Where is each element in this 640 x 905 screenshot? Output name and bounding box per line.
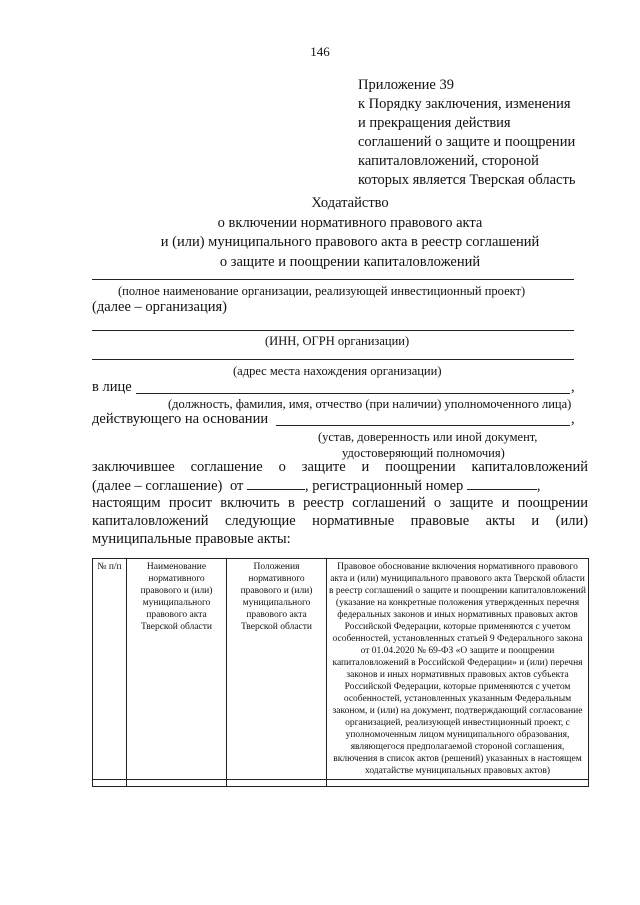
appendix-line: которых является Тверская область [358,172,576,188]
basis-suffix: , [571,411,575,427]
title-line: о включении нормативного правового акта [217,214,483,231]
appendix-line: Приложение 39 [358,77,454,93]
inn-caption: (ИНН, ОГРН организации) [265,334,410,348]
address-caption: (адрес места нахождения организации) [233,364,442,378]
table-header-row [93,559,589,780]
body-line-2: (далее – соглашение) от , регистрационный номер , [92,478,541,494]
title-line: Ходатайство [311,195,389,211]
org-name-caption: (полное наименование организации, реализующей инвестиционный проект) [118,284,526,298]
org-alias-text: (далее – организация) [92,299,227,315]
basis-caption: (устав, доверенность или иной документ, [318,430,538,444]
col-header-legal-basis: Правовое обоснование включения нормативного правового акта и (или) муниципального правового акта Тверской области в реестр соглашений о защите и поощрении капиталовложений (указание на конкретные положения утвержденных перечня федеральных законов и иных нормативных правовых актов Российской Федерации, которые применяются с учетом особенностей, установленных статьей 9 Федерального закона от 01.04.2020 № 69-ФЗ «О защите и поощрении капиталовложений в Российской Федерации» и (или) перечня законов и иных нормативных правовых актов субъекта Российской Федерации, которые применяются с учетом особенностей, установленных указанным Федеральным законом, и (или) на документ, подтверждающий согласование организацией, реализующей инвестиционный проект, с уполномоченным лицом муниципального образования, являющегося предполагаемой стороной соглашения, включения в список актов (решений) указанных в настоящем ходатайстве муниципальных правовых актов) [327,559,589,780]
person-caption: (должность, фамилия, имя, отчество (при наличии) уполномоченного лица) [168,397,572,411]
appendix-line: соглашений о защите и поощрении [358,134,576,150]
basis-caption: удостоверяющий полномочия) [342,446,505,460]
table-row [93,780,589,787]
basis-prefix: действующего на основании [92,411,269,427]
body-line-1: заключившее соглашение о защите и поощрении капиталовложений [92,459,588,475]
appendix-heading [358,76,618,190]
col-header-number: № п/п [93,559,127,780]
table-cell[interactable] [227,780,327,787]
appendix-line: к Порядку заключения, изменения [358,96,571,112]
title-line: и (или) муниципального правового акта в реестр соглашений [160,234,540,250]
table-cell[interactable] [127,780,227,787]
page-number: 146 [310,44,330,59]
table-cell[interactable] [93,780,127,787]
table-cell[interactable] [327,780,589,787]
col-header-act-provisions: Положения нормативного правового и (или) муниципального правового акта Тверской области [227,559,327,780]
body-line-4: капиталовложений следующие нормативные правовые акты и (или) [92,513,589,529]
body-line-5: муниципальные правовые акты: [92,531,291,547]
person-field-line[interactable] [136,393,570,394]
document-title [90,194,610,272]
agreement-date-field[interactable] [247,477,305,490]
col-header-act-name: Наименование нормативного правового и (или) муниципального правового акта Тверской области [127,559,227,780]
inn-field-line[interactable] [92,330,574,331]
body-line-3: настоящим просит включить в реестр соглашений о защите и поощрении [92,495,589,511]
appendix-line: капиталовложений, стороной [358,153,539,169]
person-suffix: , [571,379,575,395]
basis-field-line[interactable] [276,425,570,426]
person-prefix: в лице [92,379,132,395]
appendix-line: и прекращения действия [358,115,511,131]
registration-number-field[interactable] [467,477,537,490]
address-field-line[interactable] [92,359,574,360]
acts-table [92,558,589,787]
org-name-field-line[interactable] [92,279,574,280]
title-line: о защите и поощрении капиталовложений [219,253,481,270]
